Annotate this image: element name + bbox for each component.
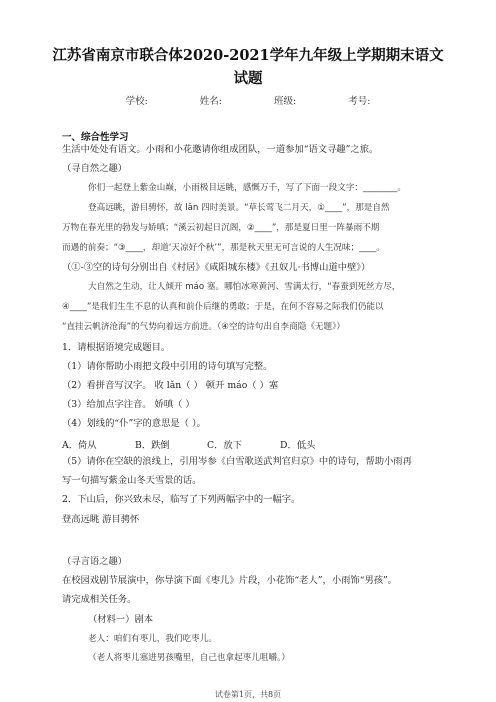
exam-title: 江苏省南京市联合体2020-2021学年九年级上学期期末语文 [52, 47, 444, 64]
passage-line: 而遇的前奏；“③____，却道‘天凉好个秋’”，那是秋天里无可言说的人生况味；____。 [62, 243, 385, 253]
intro-text: 生活中处处有语文。小雨和小花邀请你组成团队，一道参加“语文寻趣”之旅。 [62, 144, 379, 155]
question-1-5: （5）请你在空缺的浪线上，引用岑参《白雪歌送武判官归京》中的诗句，帮助小雨再 [62, 456, 412, 467]
question-2: 2．下山后，你兴致未尽，临写了下列两幅字中的一幅字。 [62, 494, 301, 505]
subsection-nature: （寻自然之趣） [62, 163, 128, 174]
option-a: A．倚从 [62, 440, 97, 451]
passage-note: （①-③空的诗句分别出自《村居》《咸阳城东楼》《丑奴儿·书博山道中壁》） [62, 262, 371, 273]
field-class: 班级: [274, 96, 297, 107]
passage-line: 万物在春光里的勃发与娇嗔；“溪云初起日沉阁，②____”，那是夏日里一阵暴雨不期 [62, 223, 380, 233]
question-1-4: （4）划线的“仆”字的意思是（ ）。 [62, 418, 206, 429]
question-1-3: （3）给加点字注音。 娇嗔（ ） [62, 399, 195, 410]
passage-line: ④____”是我们生生不息的认真和前仆后继的勇敢；于是，在何不容易之际我们仍能以 [62, 302, 384, 312]
field-number: 考号: [348, 96, 371, 107]
field-school: 学校: [125, 96, 148, 107]
option-c: C．放下 [207, 440, 243, 451]
subsection-language: （寻言语之趣） [62, 556, 128, 567]
section-heading: 一、综合性学习 [62, 132, 129, 143]
option-d: D．低头 [280, 440, 316, 451]
passage-line: 大自然之生动，让人倾开 máo 塞。哪怕冰寒黄河、雪满太行，“春蚕到死丝方尽， [88, 282, 401, 292]
question-1-5-cont: 写一句描写紫金山冬天雪景的话。 [62, 475, 202, 486]
passage-line: “直挂云帆济沧海”的气势向着远方前进。（④空的诗句出自李商隐《无题》） [62, 322, 346, 332]
exam-title-line2: 试题 [233, 70, 263, 87]
script-line: （老人将枣儿塞进男孩嘴里，自己也拿起枣儿咀嚼。） [88, 653, 290, 663]
calligraphy-options: 登高远眺 游目骋怀 [62, 514, 140, 525]
passage-line: 你们一起登上紫金山巅，小雨极目远眺，感慨万千，写了下面一段文字：________。 [88, 183, 406, 193]
question-1: 1．请根据语境完成题目。 [62, 342, 171, 353]
question-1-1: （1）请你帮助小雨把文段中引用的诗句填写完整。 [62, 361, 273, 372]
task-text: 请完成相关任务。 [62, 594, 137, 605]
task-text: 在校园戏剧节展演中，你导演下面《枣儿》片段，小花饰“老人”，小雨饰“男孩”。 [62, 575, 398, 586]
page-footer: 试卷第1页，共8页 [214, 690, 282, 699]
option-b: B．跌倒 [135, 440, 170, 451]
student-info-fields [0, 93, 496, 107]
material-label: （材料一）剧本 [88, 614, 154, 625]
field-name: 姓名: [199, 96, 222, 107]
script-line: 老人：咱们有枣儿，我们吃枣儿。 [88, 634, 217, 644]
question-1-2: （2）看拼音写汉字。 收 lǎn（ ） 顿开 máo（ ）塞 [62, 380, 279, 391]
passage-line: 登高远眺，游目骋怀，故 lǎn 四时美景。“草长莺飞二月天，①____”，那是自然 [88, 203, 390, 213]
